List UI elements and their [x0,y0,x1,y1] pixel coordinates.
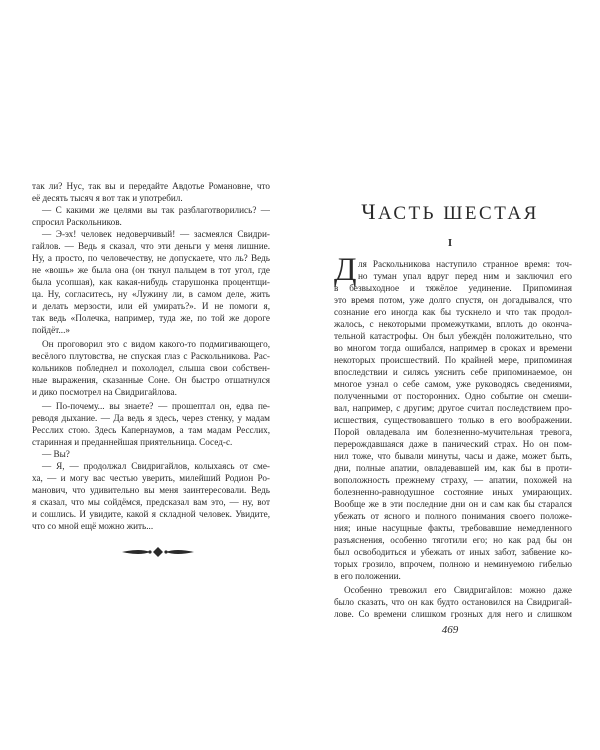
left-text-line: — С какими же целями вы так разблаготворились? — [42,205,270,215]
right-text-line: лове. Со времени слишком грозных для него и слишком [334,609,572,619]
left-text-line: Ресслих стою. Здесь Капернаумов, а там мадам Ресслих, [32,425,270,435]
left-text-line: не «вошь» же была она (он ткнул пальцем в тот угол, где [32,265,270,275]
right-text-line: болезненно-равнодушное состояние иных умирающих. [334,487,572,497]
left-text-line: Он проговорил это с видом какого-то подмигивающего, [42,339,270,349]
right-text-line: воположность прежнему страху, — апатии, похожей на [334,475,572,485]
left-text-line: ца. Ну, согласитесь, ну «Лужину ли, в самом деле, жить [32,289,270,299]
right-text-line: Порой овладевала им болезненно-мучительная тревога, [334,427,572,437]
left-text-line: манович, что удивительно вы меня заинтересовали. Ведь [32,485,270,495]
left-text-line: была усопшая), как какая-нибудь старушонка процентщи- [32,277,270,287]
left-text-line: — По-почему... вы знаете? — прошептал он, едва пе- [42,401,270,411]
right-text-line: это время потом, уже долго спустя, он догадывался, что [334,295,572,305]
right-text-line: было сказать, что он как будто остановился на Свидригай- [334,597,572,607]
right-text-line: в его положении. [334,571,401,581]
right-text-line: исшествия, существовавшего только в его воображении. [334,415,572,425]
left-text-line: — Вы? [42,449,70,459]
right-text-line: некоторых происшествий. По крайней мере, припоминая [334,355,572,365]
right-text-line: Особенно тревожил его Свидригайлов: можно даже [344,585,572,595]
right-text-line: был освободиться и убежать от иных забот, забвение ко- [334,547,572,557]
left-text-line: кольников побледнел и похолодел, слыша свои собствен- [32,363,270,373]
right-text-line: перерождавшаяся даже в панический страх. Но он пом- [334,439,572,449]
left-text-line: и сошлись. И увидите, какой я складной человек. Увидите, [32,509,270,519]
left-text-line: гайлов. — Ведь я сказал, что эти деньги у меня лишние. [32,241,270,251]
left-text-line: и дико посмотрел на Свидригайлова. [32,387,177,397]
right-text-line: ля Раскольникова наступило странное время: точ- [358,259,572,269]
ornament-divider-icon [120,546,196,558]
left-text-line: и делать мерзости, или ей умирать?». И не помоги я, [32,301,270,311]
left-text-line: старинная и преданнейшая приятельница. Сосед-с. [32,437,233,447]
left-text-line: так ли? Нус, так вы и передайте Авдотье Романовне, что [32,181,270,191]
part-title-rest: АСТЬ ШЕСТАЯ [378,203,539,224]
left-text-line: реводя дыхание. — Да ведь я здесь, через стенку, у мадам [32,413,270,423]
right-text-line: многое узнал о себе самом, уже руководясь сведениями, [334,379,572,389]
right-text-line: полученными от посторонних. Одно событие он смеши- [334,391,572,401]
right-text-line: нил тоже, что бывали минуты, часы и даже, может быть, [334,451,572,461]
chapter-numeral: I [447,237,453,249]
left-text-line: — Я, — продолжал Свидригайлов, колыхаясь от сме- [42,461,270,471]
left-text-line: так ведь «Полечка, например, туда же, по той же дороге [32,313,270,323]
part-title-initial: Ч [361,199,379,224]
left-text-line: пойдёт...» [32,325,70,335]
right-text-line: сознание его иногда как бы тускнело и что так продол- [334,307,572,317]
left-text-line: что со мной ещё можно жить... [32,521,154,531]
part-title [300,200,600,226]
right-text-line: впоследствии и силясь уяснить себе припоминаемое, он [334,367,572,377]
right-text-line: ния; иные насущные факты, требовавшие немедленного [334,523,572,533]
left-text-line: её десять тысяч я вот так и употребил. [32,193,183,203]
right-text-line: тельной катастрофы. Он был убеждён положительно, что [334,331,572,341]
left-text-line: весёлого плутовства, не спуская глаз с Раскольникова. Рас- [32,351,270,361]
right-text-line: разъяснения, особенно тяготили его; но как рад бы он [334,535,572,545]
right-text-line: в безвыходное и тяжёлое уединение. Припоминая [334,283,572,293]
right-text-line: убежать от ясного и полного понимания своего положе- [334,511,572,521]
right-text-line: Вообще же в эти последние дни он и сам как бы старался [334,499,572,509]
left-text-line: — Э-эх! человек недоверчивый! — засмеялся Свидри- [42,229,270,239]
left-text-line: ха, — и могу вас честью уверить, милейший Родион Ро- [32,473,270,483]
left-text-line: я сказал, что мы сойдёмся, предсказал вам это, — ну, вот [32,497,270,507]
left-text-line: ные выражения, сказанные Соне. Он быстро отшатнулся [32,375,270,385]
left-text-line: спросил Раскольников. [32,217,122,227]
right-text-line: но туман упал вдруг перед ним и заключил его [358,271,572,281]
right-text-line: торых грозило, впрочем, полною и неминуемою гибелью [334,559,572,569]
right-text-line: вал, например, с другим; другое считал последствием про- [334,403,572,413]
right-text-line: дни, полные апатии, овладевавшей им, как бы в проти- [334,463,572,473]
right-text-line: жалось, с некоторыми промежутками, вплоть до оконча- [334,319,572,329]
left-text-line: Ну, а просто, по человечеству, не допускаете, что ль? Ведь [32,253,270,263]
right-text-line: во многом тогда ошибался, например в сроках и времени [334,343,572,353]
page-number: 469 [441,624,459,636]
drop-cap: Д [334,252,357,288]
